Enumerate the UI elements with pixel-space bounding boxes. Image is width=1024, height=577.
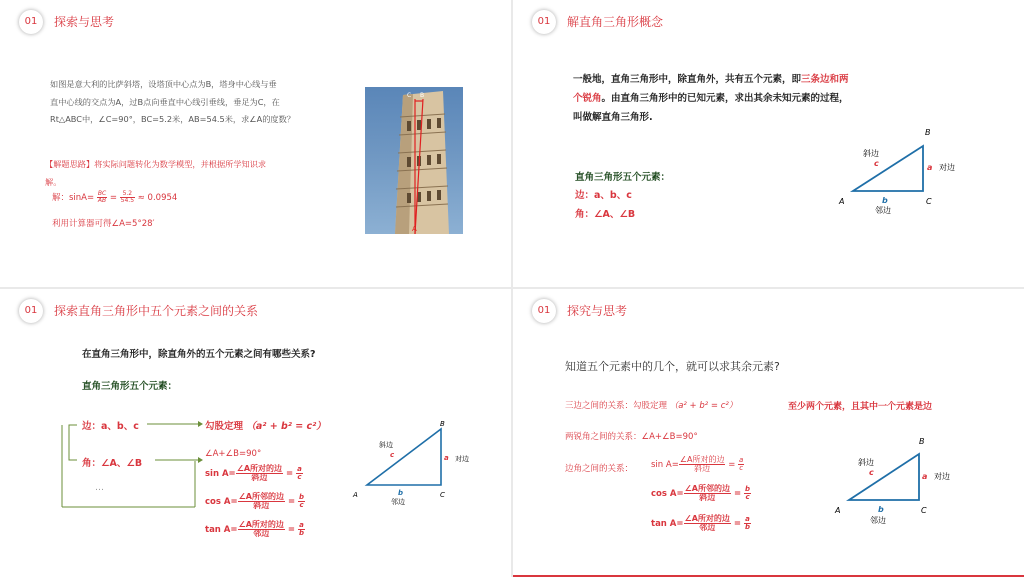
question: 知道五个元素中的几个，就可以求其余元素? (565, 360, 780, 373)
slide-title: 探索直角三角形中五个元素之间的关系 (54, 304, 259, 318)
fraction-numerator: b (299, 493, 305, 501)
slide-title: 探究与思考 (567, 304, 628, 318)
section-badge: 01 (532, 10, 556, 34)
fraction (298, 522, 305, 537)
fraction (744, 486, 751, 501)
formula-lhs: cos A= (205, 497, 238, 507)
equals: = (287, 525, 295, 535)
tower-illustration (365, 87, 463, 234)
fraction-denominator: 斜边 (251, 473, 268, 482)
fraction-numerator: a (739, 456, 744, 464)
vertex-c: C (921, 506, 927, 515)
angles-label: 角：∠A、∠B (82, 458, 143, 469)
fraction (296, 466, 303, 481)
slide-title: 探索与思考 (54, 15, 115, 29)
right-triangle-diagram (833, 125, 973, 215)
equals: = (728, 460, 736, 470)
sides-relation-label: 三边之间的关系：勾股定理 (565, 401, 668, 411)
problem-line: Rt△ABC中，∠C=90°，BC=5.2米，AB=54.5米，求∠A的度数？ (50, 114, 295, 124)
fraction (744, 516, 751, 531)
section-badge: 01 (19, 10, 43, 34)
section-badge: 01 (19, 299, 43, 323)
side-c: c (874, 159, 879, 168)
vertex-b: B (925, 128, 931, 137)
definition-line (573, 90, 849, 104)
fraction (238, 521, 285, 538)
side-a: a (927, 163, 933, 172)
fraction-numerator: a (745, 515, 750, 523)
fraction (679, 456, 726, 473)
fraction (298, 494, 305, 509)
fraction-numerator: b (745, 485, 751, 493)
label-adjacent: 邻边 (870, 516, 886, 525)
solution-result: ≈ 0.0954 (137, 193, 178, 203)
ellipsis: … (95, 483, 104, 493)
vertex-c: C (440, 491, 445, 499)
fraction-numerator: ∠A所邻的边 (684, 484, 730, 493)
sine-formula (651, 456, 744, 473)
equals: = (109, 193, 117, 203)
fraction (684, 485, 731, 502)
formula-lhs: cos A= (651, 489, 684, 499)
right-triangle-diagram (345, 417, 485, 507)
slide-inquiry[interactable] (513, 289, 1024, 577)
label-hypotenuse: 斜边 (858, 458, 874, 467)
triangle-svg (831, 434, 981, 529)
triangle-svg (345, 417, 485, 507)
fraction-denominator: c (739, 464, 744, 472)
fraction (97, 191, 107, 204)
label-hypotenuse: 斜边 (379, 441, 393, 449)
label-opposite: 对边 (939, 163, 955, 172)
solution-formula (52, 191, 177, 204)
slide-relations[interactable] (0, 289, 511, 577)
side-a: a (922, 472, 928, 481)
edge-angle-label: 边角之间的关系： (565, 464, 634, 474)
leaning-tower-photo (365, 87, 463, 234)
equals: = (733, 519, 741, 529)
definition-highlight: 个锐角 (573, 93, 602, 104)
label-adjacent: 邻边 (875, 206, 891, 215)
conclusion: 至少两个元素，且其中一个元素是边 (788, 402, 933, 412)
definition-text: 。由直角三角形中的已知元素，求出其余未知元素的过程， (601, 93, 849, 104)
right-triangle-diagram (831, 434, 981, 529)
slide-explore-think[interactable] (0, 0, 511, 287)
formula-lhs: tan A= (651, 519, 684, 529)
fraction-denominator: b (744, 523, 750, 531)
definition-text: 一般地，直角三角形中，除直角外，共有五个元素，即 (573, 74, 802, 85)
angles-line: 角：∠A、∠B (575, 209, 636, 220)
calc-result: 利用计算器可得∠A=5°28′ (52, 219, 155, 229)
fraction-denominator: 邻边 (253, 529, 270, 538)
triangle-svg (833, 125, 973, 215)
fraction-denominator: c (299, 501, 304, 509)
label-opposite: 对边 (934, 472, 950, 481)
fraction-denominator: AB (97, 197, 107, 204)
fraction-denominator: c (297, 473, 302, 481)
definition-line (573, 71, 849, 85)
photo-label-b: B (420, 92, 425, 99)
solution-prefix: 解：sinA= (52, 193, 95, 203)
sine-formula (205, 465, 303, 482)
photo-label-a: A (412, 225, 417, 233)
formula-lhs: sin A= (651, 460, 679, 470)
problem-line: 直中心线的交点为A，过B点向垂直中心线引垂线，垂足为C，在 (50, 97, 280, 107)
angles-relation: 两锐角之间的关系：∠A+∠B=90° (565, 432, 698, 442)
pythagorean-theorem (205, 418, 326, 432)
sides-label: 边：a、b、c (82, 421, 139, 432)
vertex-a: A (835, 506, 841, 515)
fraction-numerator: a (297, 465, 302, 473)
fraction-numerator: BC (97, 190, 107, 197)
fraction-numerator: ∠A所对的边 (679, 455, 725, 464)
side-b: b (398, 489, 404, 497)
photo-label-c: C (407, 92, 412, 99)
vertex-a: A (839, 197, 845, 206)
definition-line: 叫做解直角三角形. (573, 112, 653, 123)
label-opposite: 对边 (455, 455, 469, 463)
side-c: c (869, 468, 874, 477)
tangent-formula (651, 515, 751, 532)
fraction (236, 465, 283, 482)
cosine-formula (651, 485, 751, 502)
vertex-b: B (919, 437, 925, 446)
tangent-formula (205, 521, 305, 538)
fraction-denominator: 斜边 (253, 501, 270, 510)
section-badge: 01 (532, 299, 556, 323)
sides-relation (565, 399, 737, 411)
equals: = (733, 489, 742, 499)
side-b: b (882, 196, 888, 205)
equals: = (287, 497, 296, 507)
fraction-denominator: b (298, 529, 304, 537)
fraction-denominator: 斜边 (699, 493, 716, 502)
elements-title: 直角三角形五个元素： (82, 381, 178, 392)
fraction-denominator: 斜边 (694, 464, 711, 473)
slide-title: 解直角三角形概念 (567, 15, 664, 29)
question: 在直角三角形中，除直角外的五个元素之间有哪些关系? (82, 349, 316, 360)
cosine-formula (205, 493, 305, 510)
side-c: c (390, 451, 395, 459)
fraction-numerator: 5.2 (120, 191, 135, 198)
problem-line: 如图是意大利的比萨斜塔，设塔顶中心点为B，塔身中心线与垂 (50, 79, 277, 89)
vertex-a: A (353, 491, 358, 499)
pythagorean-label: 勾股定理 (205, 421, 244, 432)
label-hypotenuse: 斜边 (863, 149, 879, 158)
hint-line: 解。 (45, 177, 62, 187)
definition-highlight: 三条边和两 (801, 74, 849, 85)
fraction-numerator: ∠A所邻的边 (238, 492, 284, 501)
side-a: a (444, 454, 449, 462)
side-b: b (878, 505, 884, 514)
formula-lhs: tan A= (205, 525, 238, 535)
slide-concept[interactable] (513, 0, 1024, 287)
fraction (238, 493, 285, 510)
triangle-shape (367, 429, 441, 485)
pythagorean-formula: （a² + b² = c²） (246, 421, 326, 432)
hint-line: 【解题思路】将实际问题转化为数学模型，并根据所学知识求 (45, 159, 267, 169)
sides-relation-formula: （a² + b² = c²） (669, 401, 738, 411)
fraction (738, 457, 744, 472)
fraction (684, 515, 731, 532)
fraction-numerator: ∠A所对的边 (684, 514, 730, 523)
formula-lhs: sin A= (205, 469, 236, 479)
vertex-c: C (926, 197, 932, 206)
fraction-numerator: a (299, 521, 304, 529)
sides-line: 边：a、b、c (575, 190, 632, 201)
label-adjacent: 邻边 (391, 498, 405, 506)
angle-sum: ∠A+∠B=90° (205, 449, 262, 459)
fraction-numerator: ∠A所对的边 (238, 520, 284, 529)
fraction-numerator: ∠A所对的边 (236, 464, 283, 473)
equals: = (286, 469, 294, 479)
fraction (120, 191, 135, 204)
fraction-denominator: c (745, 493, 750, 501)
fraction-denominator: 54.5 (120, 197, 135, 204)
elements-title: 直角三角形五个元素： (575, 172, 671, 183)
fraction-denominator: 邻边 (699, 523, 716, 532)
vertex-b: B (440, 420, 445, 428)
